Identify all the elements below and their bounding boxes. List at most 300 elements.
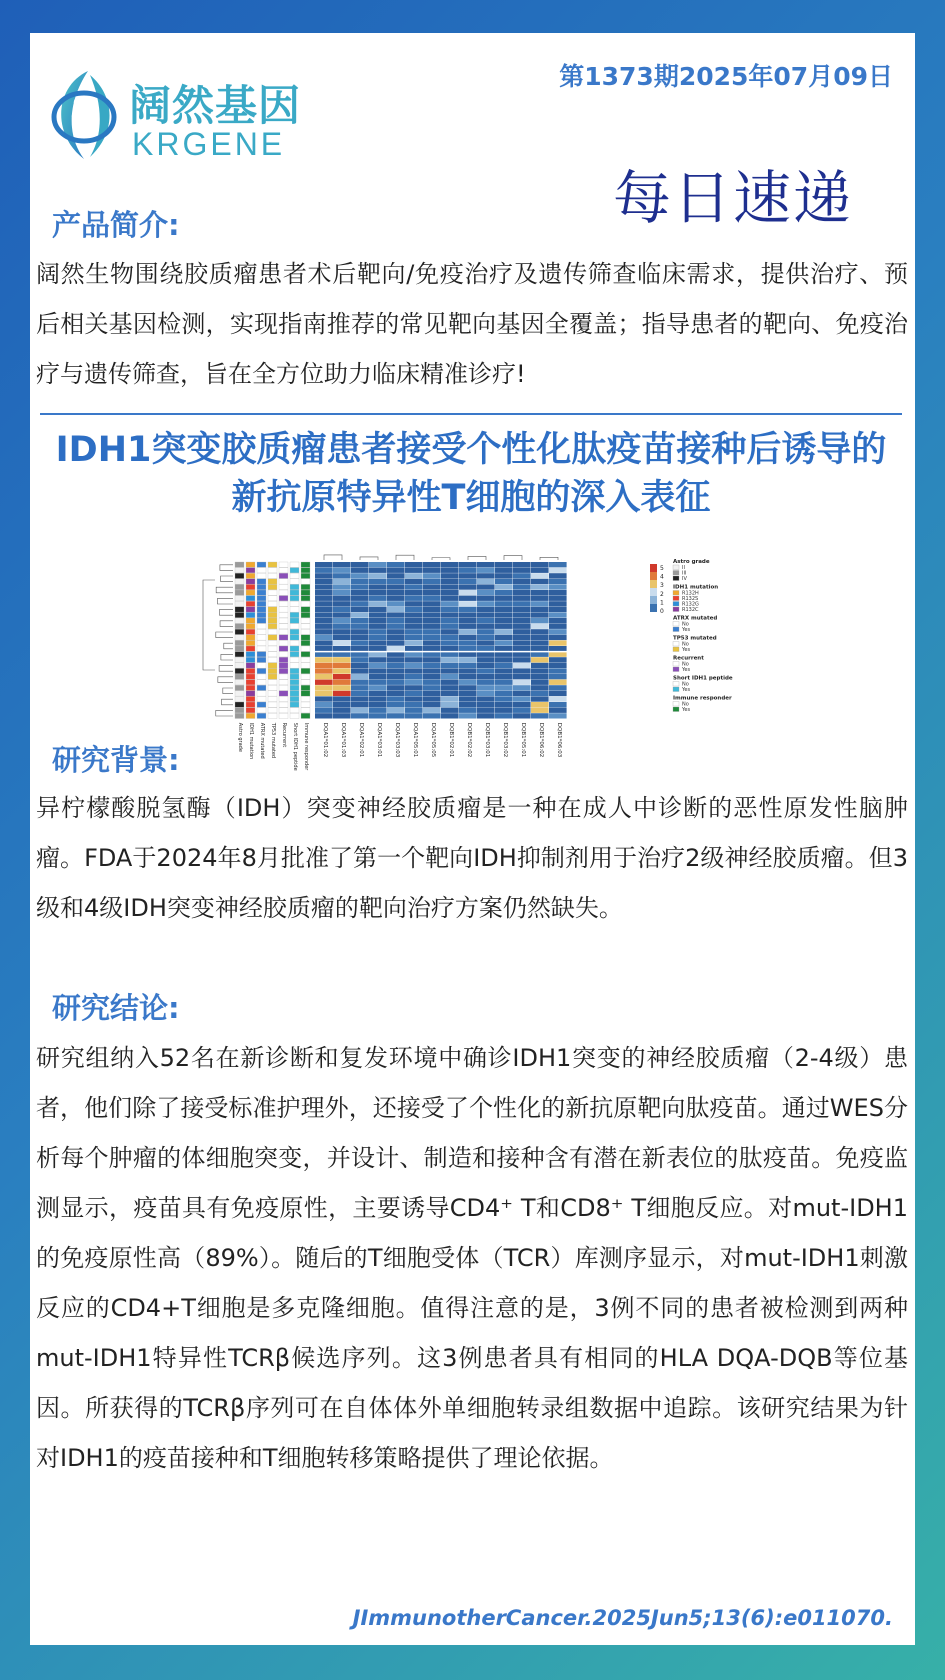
heatmap-cell xyxy=(315,702,333,707)
heatmap-cell xyxy=(477,618,495,623)
annotation-track-cell xyxy=(268,696,277,701)
annotation-track-cell xyxy=(246,708,255,713)
heatmap-cell xyxy=(495,562,513,567)
color-scale-swatch xyxy=(650,580,657,588)
track-label: ATRX mutated xyxy=(259,722,265,759)
annotation-track-cell xyxy=(246,674,255,679)
annotation-track-cell xyxy=(301,568,310,573)
annotation-track-cell xyxy=(235,584,244,589)
heatmap-cell xyxy=(405,612,423,617)
annotation-track-cell xyxy=(246,618,255,623)
legend-swatch xyxy=(673,627,679,632)
annotation-track-cell xyxy=(235,696,244,701)
heatmap-cell xyxy=(531,618,549,623)
annotation-track-cell xyxy=(268,601,277,606)
row-dendrogram-branch xyxy=(224,643,233,649)
column-label: DQB1*06:03 xyxy=(556,722,562,758)
annotation-track-cell xyxy=(290,590,299,595)
heatmap-cell xyxy=(387,708,405,713)
track-label: Recurrent xyxy=(281,722,287,748)
heatmap-cell xyxy=(423,663,441,668)
heatmap-cell xyxy=(441,652,459,657)
annotation-track-cell xyxy=(279,691,288,696)
heatmap-cell xyxy=(423,568,441,573)
heatmap-cell xyxy=(387,573,405,578)
heatmap-cell xyxy=(513,713,531,718)
heatmap-cell xyxy=(549,646,567,651)
annotation-track-cell xyxy=(301,668,310,673)
heatmap-cell xyxy=(531,713,549,718)
annotation-track-cell xyxy=(279,601,288,606)
heatmap-cell xyxy=(441,579,459,584)
legend-swatch xyxy=(673,576,679,581)
heatmap-cell xyxy=(315,646,333,651)
heatmap-cell xyxy=(477,657,495,662)
annotation-track-cell xyxy=(257,618,266,623)
heatmap-cell xyxy=(531,624,549,629)
heatmap-cell xyxy=(549,708,567,713)
heatmap-cell xyxy=(333,624,351,629)
track-label: Astro grade xyxy=(237,722,243,752)
annotation-track-cell xyxy=(235,590,244,595)
heatmap-cell xyxy=(477,696,495,701)
heatmap-cell xyxy=(513,691,531,696)
annotation-track-cell xyxy=(257,635,266,640)
heatmap-cell xyxy=(423,607,441,612)
heatmap-cell xyxy=(441,584,459,589)
heatmap-cell xyxy=(333,573,351,578)
heatmap-cell xyxy=(495,601,513,606)
annotation-track-cell xyxy=(268,702,277,707)
heatmap-cell xyxy=(495,612,513,617)
citation: JImmunotherCancer.2025Jun5;13(6):e011070. xyxy=(352,1606,893,1630)
heatmap-cell xyxy=(405,629,423,634)
color-scale-tick: 0 xyxy=(660,608,664,615)
annotation-track-cell xyxy=(268,590,277,595)
heatmap-cell xyxy=(513,596,531,601)
heatmap-cell xyxy=(387,568,405,573)
heatmap-cell xyxy=(531,635,549,640)
annotation-track-cell xyxy=(257,596,266,601)
heatmap-cell xyxy=(459,596,477,601)
annotation-track-cell xyxy=(301,584,310,589)
heatmap-cell xyxy=(531,562,549,567)
heatmap-cell xyxy=(531,696,549,701)
conclusion-text: 研究组纳入52名在新诊断和复发环境中确诊IDH1突变的神经胶质瘤（2-4级）患者，他们除了接受标准护理外，还接受了个性化的新抗原靶向肽疫苗。通过WES分析每个肿瘤的体细胞突变，并设计、制造和接种含有潜在新表位的肽疫苗。免疫监测显示，疫苗具有免疫原性，主要诱导CD4⁺ T和CD8⁺ T细胞反应。对mut-IDH1的免疫原性高（89%）。随后的T细胞受体（TCR）库测序显示，对mut-IDH1刺激反应的CD4+T细胞是多克隆细胞。值得注意的是，3例不同的患者被检测到两种mut-IDH1特异性TCRβ候选序列。这3例患者具有相同的HLA DQA-DQB等位基因。所获得的TCRβ序列可在自体体外单细胞转录组数据中追踪。该研究结果为针对IDH1的疫苗接种和T细胞转移策略提供了理论依据。 xyxy=(36,1044,908,1472)
legend-label: Yes xyxy=(682,647,691,654)
heatmap-cell xyxy=(513,612,531,617)
heatmap-cell xyxy=(531,612,549,617)
heatmap-cell xyxy=(405,657,423,662)
annotation-track-cell xyxy=(290,663,299,668)
heatmap-cell xyxy=(369,674,387,679)
annotation-track-cell xyxy=(279,640,288,645)
track-label: Short IDH1 peptide xyxy=(292,722,298,771)
annotation-track-cell xyxy=(235,601,244,606)
heatmap-cell xyxy=(369,629,387,634)
heatmap-cell xyxy=(315,601,333,606)
annotation-track-cell xyxy=(268,646,277,651)
heatmap-cell xyxy=(423,618,441,623)
row-dendrogram-branch xyxy=(222,699,233,705)
heatmap-cell xyxy=(315,668,333,673)
heatmap-cell xyxy=(423,708,441,713)
annotation-track-cell xyxy=(290,629,299,634)
heatmap-cell xyxy=(333,584,351,589)
heatmap-cell xyxy=(351,696,369,701)
annotation-track-cell xyxy=(301,601,310,606)
heatmap-cell xyxy=(459,584,477,589)
heatmap-cell xyxy=(459,680,477,685)
annotation-track-cell xyxy=(235,624,244,629)
heatmap-cell xyxy=(549,579,567,584)
annotation-track-cell xyxy=(290,607,299,612)
heatmap-cell xyxy=(513,646,531,651)
heatmap-cell xyxy=(369,708,387,713)
annotation-track-cell xyxy=(268,652,277,657)
heatmap-cell xyxy=(531,568,549,573)
annotation-track-cell xyxy=(290,635,299,640)
heatmap-cell xyxy=(513,601,531,606)
annotation-track-cell xyxy=(279,618,288,623)
heatmap-cell xyxy=(459,674,477,679)
legend-title: TP53 mutated xyxy=(673,635,717,642)
heatmap-cell xyxy=(387,663,405,668)
annotation-track-cell xyxy=(257,590,266,595)
annotation-track-cell xyxy=(279,612,288,617)
heatmap-cell xyxy=(387,646,405,651)
annotation-track-cell xyxy=(246,568,255,573)
heatmap-cell xyxy=(459,590,477,595)
heatmap-cell xyxy=(333,696,351,701)
annotation-track-cell xyxy=(290,646,299,651)
heatmap-cell xyxy=(477,635,495,640)
annotation-track-cell xyxy=(235,668,244,673)
annotation-track-cell xyxy=(268,562,277,567)
annotation-track-cell xyxy=(290,652,299,657)
annotation-track-cell xyxy=(279,657,288,662)
annotation-track-cell xyxy=(290,691,299,696)
heatmap-cell xyxy=(387,612,405,617)
annotation-track-cell xyxy=(235,607,244,612)
heatmap-cell xyxy=(513,696,531,701)
heatmap-cell xyxy=(441,702,459,707)
annotation-track-cell xyxy=(301,640,310,645)
heatmap-cell xyxy=(459,568,477,573)
heatmap-cell xyxy=(315,612,333,617)
heatmap-cell xyxy=(549,590,567,595)
column-label: DQA1*05:05 xyxy=(430,722,436,758)
annotation-track-cell xyxy=(301,657,310,662)
heatmap-cell xyxy=(459,601,477,606)
brand-logo xyxy=(44,61,334,171)
heatmap-cell xyxy=(405,652,423,657)
heatmap-cell xyxy=(351,584,369,589)
column-label: DQA1*05:01 xyxy=(412,722,418,758)
heatmap-cell xyxy=(477,601,495,606)
heatmap-cell xyxy=(369,618,387,623)
heatmap-cell xyxy=(369,635,387,640)
column-label: DQA1*01:02 xyxy=(322,722,328,758)
heatmap-cell xyxy=(315,590,333,595)
annotation-track-cell xyxy=(235,640,244,645)
heatmap-cell xyxy=(351,624,369,629)
heatmap-cell xyxy=(315,663,333,668)
heatmap-cell xyxy=(351,680,369,685)
heatmap-cell xyxy=(549,668,567,673)
heatmap-cell xyxy=(441,590,459,595)
heatmap-cell xyxy=(441,685,459,690)
annotation-track-cell xyxy=(290,668,299,673)
legend-label: R132C xyxy=(682,607,699,614)
annotation-track-cell xyxy=(268,584,277,589)
heatmap-cell xyxy=(459,607,477,612)
legend-title: Short IDH1 peptide xyxy=(673,675,733,682)
annotation-track-cell xyxy=(257,680,266,685)
legend-label: No xyxy=(682,661,689,668)
heatmap-cell xyxy=(369,652,387,657)
annotation-track-cell xyxy=(257,624,266,629)
annotation-track-cell xyxy=(268,607,277,612)
heatmap-cell xyxy=(333,663,351,668)
annotation-track-cell xyxy=(301,629,310,634)
annotation-track-cell xyxy=(301,607,310,612)
annotation-track-cell xyxy=(301,685,310,690)
heatmap-cell xyxy=(549,612,567,617)
heatmap-cell xyxy=(369,668,387,673)
heatmap-cell xyxy=(351,702,369,707)
annotation-track-cell xyxy=(279,629,288,634)
heatmap-cell xyxy=(531,663,549,668)
legend-label: No xyxy=(682,621,689,628)
heatmap-cell xyxy=(441,708,459,713)
legend-swatch xyxy=(673,596,679,601)
heatmap-cell xyxy=(513,579,531,584)
heatmap-cell xyxy=(423,685,441,690)
heatmap-cell xyxy=(387,584,405,589)
heatmap-cell xyxy=(513,702,531,707)
heatmap-cell xyxy=(441,596,459,601)
heatmap-cell xyxy=(405,568,423,573)
legend-title: IDH1 mutation xyxy=(673,584,719,591)
heatmap-cell xyxy=(441,713,459,718)
heatmap-cell xyxy=(549,584,567,589)
annotation-track-cell xyxy=(246,635,255,640)
annotation-track-cell xyxy=(290,573,299,578)
heatmap-cell xyxy=(459,579,477,584)
annotation-track-cell xyxy=(279,646,288,651)
heatmap-cell xyxy=(531,601,549,606)
product-text: 阔然生物围绕胶质瘤患者术后靶向/免疫治疗及遗传筛查临床需求，提供治疗、预后相关基因检测，实现指南推荐的常见靶向基因全覆盖；指导患者的靶向、免疫治疗与遗传筛查，旨在全方位助力临床精准诊疗! xyxy=(36,260,908,388)
heatmap-cell xyxy=(531,702,549,707)
heatmap-cell xyxy=(333,657,351,662)
heatmap-cell xyxy=(477,713,495,718)
annotation-track-cell xyxy=(246,562,255,567)
heatmap-cell xyxy=(441,612,459,617)
col-dendrogram-branch xyxy=(504,556,522,560)
annotation-track-cell xyxy=(257,584,266,589)
heatmap-cell xyxy=(369,596,387,601)
annotation-track-cell xyxy=(257,607,266,612)
col-dendrogram-branch xyxy=(360,557,378,560)
annotation-track-cell xyxy=(246,668,255,673)
annotation-track-cell xyxy=(301,696,310,701)
annotation-track-cell xyxy=(235,579,244,584)
heatmap-cell xyxy=(513,663,531,668)
legend-label: No xyxy=(682,701,689,708)
heatmap-cell xyxy=(369,646,387,651)
heatmap-cell xyxy=(423,652,441,657)
heatmap-cell xyxy=(495,618,513,623)
heatmap-cell xyxy=(495,590,513,595)
heatmap-cell xyxy=(477,680,495,685)
legend-label: III xyxy=(682,570,687,577)
color-scale-tick: 1 xyxy=(660,599,664,607)
heatmap-cell xyxy=(549,680,567,685)
color-scale-swatch xyxy=(650,588,657,596)
heatmap-cell xyxy=(315,562,333,567)
heatmap-cell xyxy=(315,713,333,718)
annotation-track-cell xyxy=(290,708,299,713)
annotation-track-cell xyxy=(279,674,288,679)
annotation-track-cell xyxy=(301,708,310,713)
heatmap-cell xyxy=(423,702,441,707)
heatmap-cell xyxy=(387,624,405,629)
heatmap-cell xyxy=(477,607,495,612)
heatmap-cell xyxy=(333,708,351,713)
heatmap-cell xyxy=(549,663,567,668)
annotation-track-cell xyxy=(268,663,277,668)
heatmap-cell xyxy=(477,708,495,713)
row-dendrogram-branch xyxy=(217,598,233,604)
heatmap-cell xyxy=(369,579,387,584)
heatmap-cell xyxy=(459,629,477,634)
heatmap-cell xyxy=(405,596,423,601)
heatmap-cell xyxy=(405,691,423,696)
annotation-track-cell xyxy=(301,590,310,595)
annotation-track-cell xyxy=(279,568,288,573)
heatmap-cell xyxy=(351,629,369,634)
annotation-track-cell xyxy=(246,702,255,707)
heatmap-cell xyxy=(513,568,531,573)
annotation-track-cell xyxy=(268,713,277,718)
heatmap-cell xyxy=(459,691,477,696)
heatmap-cell xyxy=(441,601,459,606)
heatmap-cell xyxy=(315,674,333,679)
heatmap-cell xyxy=(423,584,441,589)
heatmap-cell xyxy=(387,601,405,606)
heatmap-cell xyxy=(459,702,477,707)
heatmap-cell xyxy=(351,596,369,601)
annotation-track-cell xyxy=(301,618,310,623)
heatmap-cell xyxy=(369,680,387,685)
column-label: DQA1*03:03 xyxy=(394,722,400,758)
annotation-track-cell xyxy=(301,646,310,651)
column-label: DQB1*03:02 xyxy=(502,722,508,758)
heatmap-cell xyxy=(513,635,531,640)
annotation-track-cell xyxy=(290,713,299,718)
heatmap-cell xyxy=(459,646,477,651)
heatmap-cell xyxy=(513,708,531,713)
heatmap-cell xyxy=(405,584,423,589)
heatmap-cell xyxy=(423,696,441,701)
heatmap-cell xyxy=(531,596,549,601)
heatmap-cell xyxy=(459,573,477,578)
heatmap-cell xyxy=(333,713,351,718)
heatmap-cell xyxy=(531,674,549,679)
annotation-track-cell xyxy=(290,596,299,601)
heatmap-cell xyxy=(369,624,387,629)
heatmap-cell xyxy=(441,568,459,573)
heatmap-cell xyxy=(333,635,351,640)
annotation-track-cell xyxy=(268,708,277,713)
heatmap-cell xyxy=(369,685,387,690)
heatmap-cell xyxy=(549,607,567,612)
heatmap-cell xyxy=(495,596,513,601)
heatmap-cell xyxy=(513,584,531,589)
heatmap-cell xyxy=(441,696,459,701)
legend-swatch xyxy=(673,647,679,652)
heatmap-cell xyxy=(405,590,423,595)
annotation-track-cell xyxy=(257,668,266,673)
heatmap-cell xyxy=(441,640,459,645)
heatmap-cell xyxy=(477,573,495,578)
heatmap-cell xyxy=(477,685,495,690)
heatmap-cell xyxy=(423,624,441,629)
annotation-track-cell xyxy=(268,691,277,696)
annotation-track-cell xyxy=(235,708,244,713)
annotation-track-cell xyxy=(235,713,244,718)
annotation-track-cell xyxy=(279,624,288,629)
heatmap-cell xyxy=(333,562,351,567)
annotation-track-cell xyxy=(268,573,277,578)
heatmap-cell xyxy=(315,624,333,629)
heatmap-cell xyxy=(351,635,369,640)
annotation-track-cell xyxy=(268,568,277,573)
heatmap-cell xyxy=(477,629,495,634)
heatmap-cell xyxy=(423,668,441,673)
annotation-track-cell xyxy=(235,596,244,601)
heatmap-cell xyxy=(315,640,333,645)
annotation-track-cell xyxy=(279,590,288,595)
annotation-track-cell xyxy=(279,685,288,690)
annotation-track-cell xyxy=(246,713,255,718)
heatmap-cell xyxy=(423,562,441,567)
annotation-track-cell xyxy=(257,601,266,606)
heatmap-cell xyxy=(495,702,513,707)
heatmap-cell xyxy=(405,708,423,713)
heatmap-cell xyxy=(405,601,423,606)
heatmap-cell xyxy=(405,640,423,645)
heatmap-cell xyxy=(513,685,531,690)
heatmap-cell xyxy=(441,618,459,623)
annotation-track-cell xyxy=(279,696,288,701)
color-scale-tick: 2 xyxy=(660,590,664,598)
heatmap-cell xyxy=(351,674,369,679)
annotation-track-cell xyxy=(279,702,288,707)
annotation-track-cell xyxy=(268,612,277,617)
color-scale-swatch xyxy=(650,572,657,580)
heatmap-cell xyxy=(351,652,369,657)
heatmap-cell xyxy=(333,646,351,651)
annotation-track-cell xyxy=(246,629,255,634)
annotation-track-cell xyxy=(246,640,255,645)
annotation-track-cell xyxy=(279,573,288,578)
annotation-track-cell xyxy=(235,702,244,707)
legend-title: Immune responder xyxy=(673,695,732,702)
annotation-track-cell xyxy=(268,635,277,640)
heatmap-cell xyxy=(387,702,405,707)
